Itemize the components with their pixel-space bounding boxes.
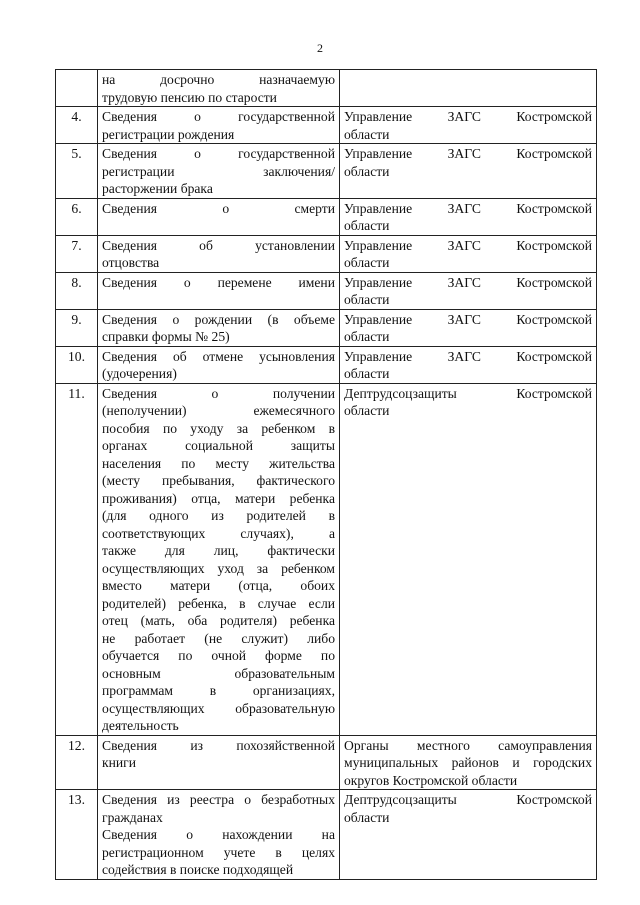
information-type-line: Сведения из похозяйственной (102, 737, 335, 753)
provider-organization-line: Дептрудсоцзащиты Костромской (344, 792, 592, 807)
provider-organization-line: области (344, 809, 390, 825)
row-number: 12. (56, 735, 98, 790)
table-row (56, 735, 597, 790)
provider-organization-line: области (344, 403, 390, 418)
provider-organization-line: округов Костромской области (344, 772, 518, 788)
provider-organization (340, 383, 597, 735)
information-type-line: программам в организациях, (102, 683, 335, 698)
table-row (56, 383, 597, 735)
information-type-line: Сведения о рождении (в объеме (102, 311, 335, 327)
information-type-line: книги (102, 755, 137, 770)
information-type-line: основным образовательным (102, 665, 335, 681)
information-type-line: родителей) ребенка, в случае если (102, 595, 335, 611)
information-type-line: (неполучении) ежемесячного (102, 403, 335, 418)
provider-organization (340, 235, 597, 272)
information-type-line: (месту пребывания, фактического (102, 473, 335, 488)
provider-organization (340, 144, 597, 199)
provider-organization-line: области (344, 218, 390, 233)
information-type-line: (удочерения) (102, 366, 177, 381)
provider-organization-line: области (344, 366, 390, 381)
row-number: 13. (56, 790, 98, 880)
provider-organization-line: Органы местного самоуправления (344, 737, 592, 753)
provider-organization (340, 198, 597, 235)
information-type-line: населения по месту жительства (102, 455, 335, 471)
row-number: 6. (56, 198, 98, 235)
provider-organization-line: области (344, 126, 390, 142)
information-type-line: отцовства (102, 255, 160, 270)
information-type-line: Сведения о нахождении на (102, 827, 335, 842)
information-type-line: регистрации рождения (102, 126, 235, 142)
table-row (56, 235, 597, 272)
provider-organization (340, 70, 597, 107)
row-number: 9. (56, 309, 98, 346)
information-type-line: Сведения о государственной (102, 109, 335, 124)
information-type-line: также для лиц, фактически (102, 543, 335, 558)
row-number: 4. (56, 107, 98, 144)
information-type (98, 272, 340, 309)
information-type-line: органах социальной защиты (102, 438, 335, 453)
information-type-line: обучается по очной форме по (102, 648, 335, 663)
information-type-line: осуществляющих образовательную (102, 700, 335, 716)
provider-organization (340, 309, 597, 346)
page-number: 2 (317, 41, 323, 55)
information-type-line: Сведения о государственной (102, 146, 335, 161)
provider-organization (340, 735, 597, 790)
provider-organization-line: Управление ЗАГС Костромской (344, 109, 592, 124)
row-number: 11. (56, 383, 98, 735)
information-type (98, 235, 340, 272)
table-row (56, 107, 597, 144)
table-row (56, 198, 597, 235)
table-row (56, 346, 597, 383)
information-type-line: соответствующих случаях), а (102, 525, 335, 541)
information-type-line: проживания) отца, матери ребенка (102, 490, 335, 506)
provider-organization-line: области (344, 292, 390, 307)
information-type-line: пособия по уходу за ребенком в (102, 420, 335, 436)
information-type (98, 309, 340, 346)
data-sources-table (55, 69, 597, 880)
information-type-line: на досрочно назначаемую (102, 72, 335, 87)
information-type (98, 346, 340, 383)
information-type (98, 198, 340, 235)
information-type-line: осуществляющих уход за ребенком (102, 560, 335, 576)
information-type (98, 70, 340, 107)
information-type-line: гражданах (102, 809, 163, 825)
information-type-line: Сведения об установлении (102, 237, 335, 253)
provider-organization-line: Управление ЗАГС Костромской (344, 274, 592, 290)
table-row (56, 144, 597, 199)
information-type-line: Сведения о получении (102, 385, 335, 401)
provider-organization (340, 346, 597, 383)
provider-organization-line: Управление ЗАГС Костромской (344, 237, 592, 253)
information-type (98, 790, 340, 880)
information-type-line: содействия в поиске подходящей (102, 862, 294, 877)
provider-organization-line: области (344, 329, 390, 344)
row-number: 5. (56, 144, 98, 199)
information-type-line: Сведения о смерти (102, 200, 335, 216)
provider-organization-line: области (344, 255, 390, 270)
provider-organization-line: области (344, 163, 390, 179)
information-type-line: отец (мать, оба родителя) ребенка (102, 613, 335, 628)
provider-organization-line: Управление ЗАГС Костромской (344, 146, 592, 161)
information-type (98, 383, 340, 735)
provider-organization (340, 107, 597, 144)
provider-organization-line: Дептрудсоцзащиты Костромской (344, 385, 592, 401)
provider-organization-line: Управление ЗАГС Костромской (344, 200, 592, 216)
row-number: 8. (56, 272, 98, 309)
information-type (98, 107, 340, 144)
information-type-line: Сведения о перемене имени (102, 274, 335, 290)
information-type-line: трудовую пенсию по старости (102, 89, 277, 105)
information-type (98, 144, 340, 199)
information-type-line: расторжении брака (102, 181, 213, 196)
row-number: 10. (56, 346, 98, 383)
information-type-line: регистрации заключения/ (102, 163, 335, 179)
table-body (56, 70, 597, 880)
provider-organization (340, 790, 597, 880)
table-row (56, 309, 597, 346)
information-type (98, 735, 340, 790)
information-type-line: (для одного из родителей в (102, 508, 335, 523)
information-type-line: регистрационном учете в целях (102, 844, 335, 860)
table-row (56, 70, 597, 107)
information-type-line: деятельность (102, 718, 179, 733)
information-type-line: не работает (не служит) либо (102, 630, 335, 646)
information-type-line: Сведения из реестра о безработных (102, 792, 335, 807)
provider-organization (340, 272, 597, 309)
row-number: 7. (56, 235, 98, 272)
provider-organization-line: Управление ЗАГС Костромской (344, 348, 592, 364)
table-row (56, 272, 597, 309)
information-type-line: Сведения об отмене усыновления (102, 348, 335, 364)
provider-organization-line: муниципальных районов и городских (344, 755, 592, 770)
row-number (56, 70, 98, 107)
information-type-line: вместо матери (отца, обоих (102, 578, 335, 593)
information-type-line: справки формы № 25) (102, 329, 230, 344)
table-row (56, 790, 597, 880)
provider-organization-line: Управление ЗАГС Костромской (344, 311, 592, 327)
